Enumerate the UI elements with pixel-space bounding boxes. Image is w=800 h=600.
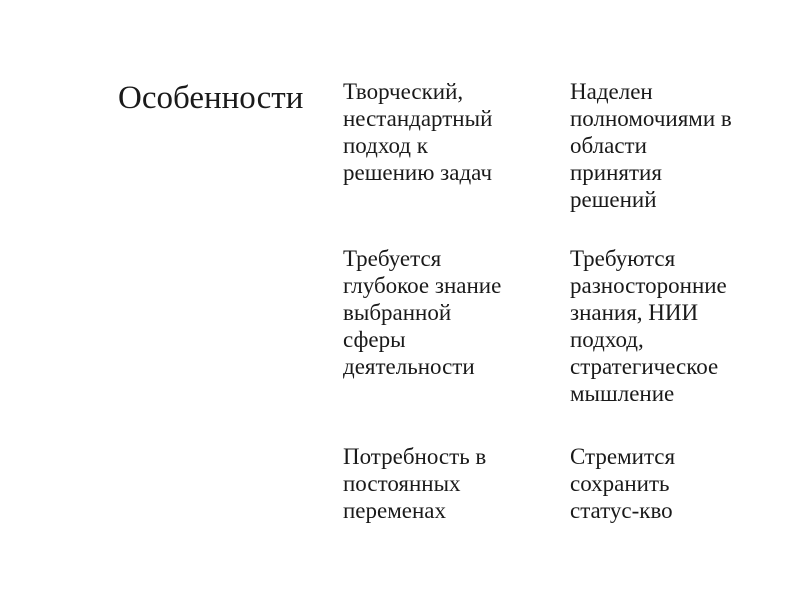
- cell-row1-left: Творческий, нестандартный подход к решению задач: [343, 79, 493, 185]
- cell-row2-right: Требуются разносторонние знания, НИИ подход, стратегическое мышление: [570, 246, 727, 406]
- cell-row1-right: Наделен полномочиями в области принятия решений: [570, 79, 732, 212]
- cell-row3-right: Стремится сохранить статус-кво: [570, 444, 676, 523]
- cell-row3-left: Потребность в постоянных переменах: [343, 444, 487, 523]
- cell-row2-left: Требуется глубокое знание выбранной сферы деятельности: [343, 246, 502, 379]
- row-heading: Особенности: [118, 80, 304, 116]
